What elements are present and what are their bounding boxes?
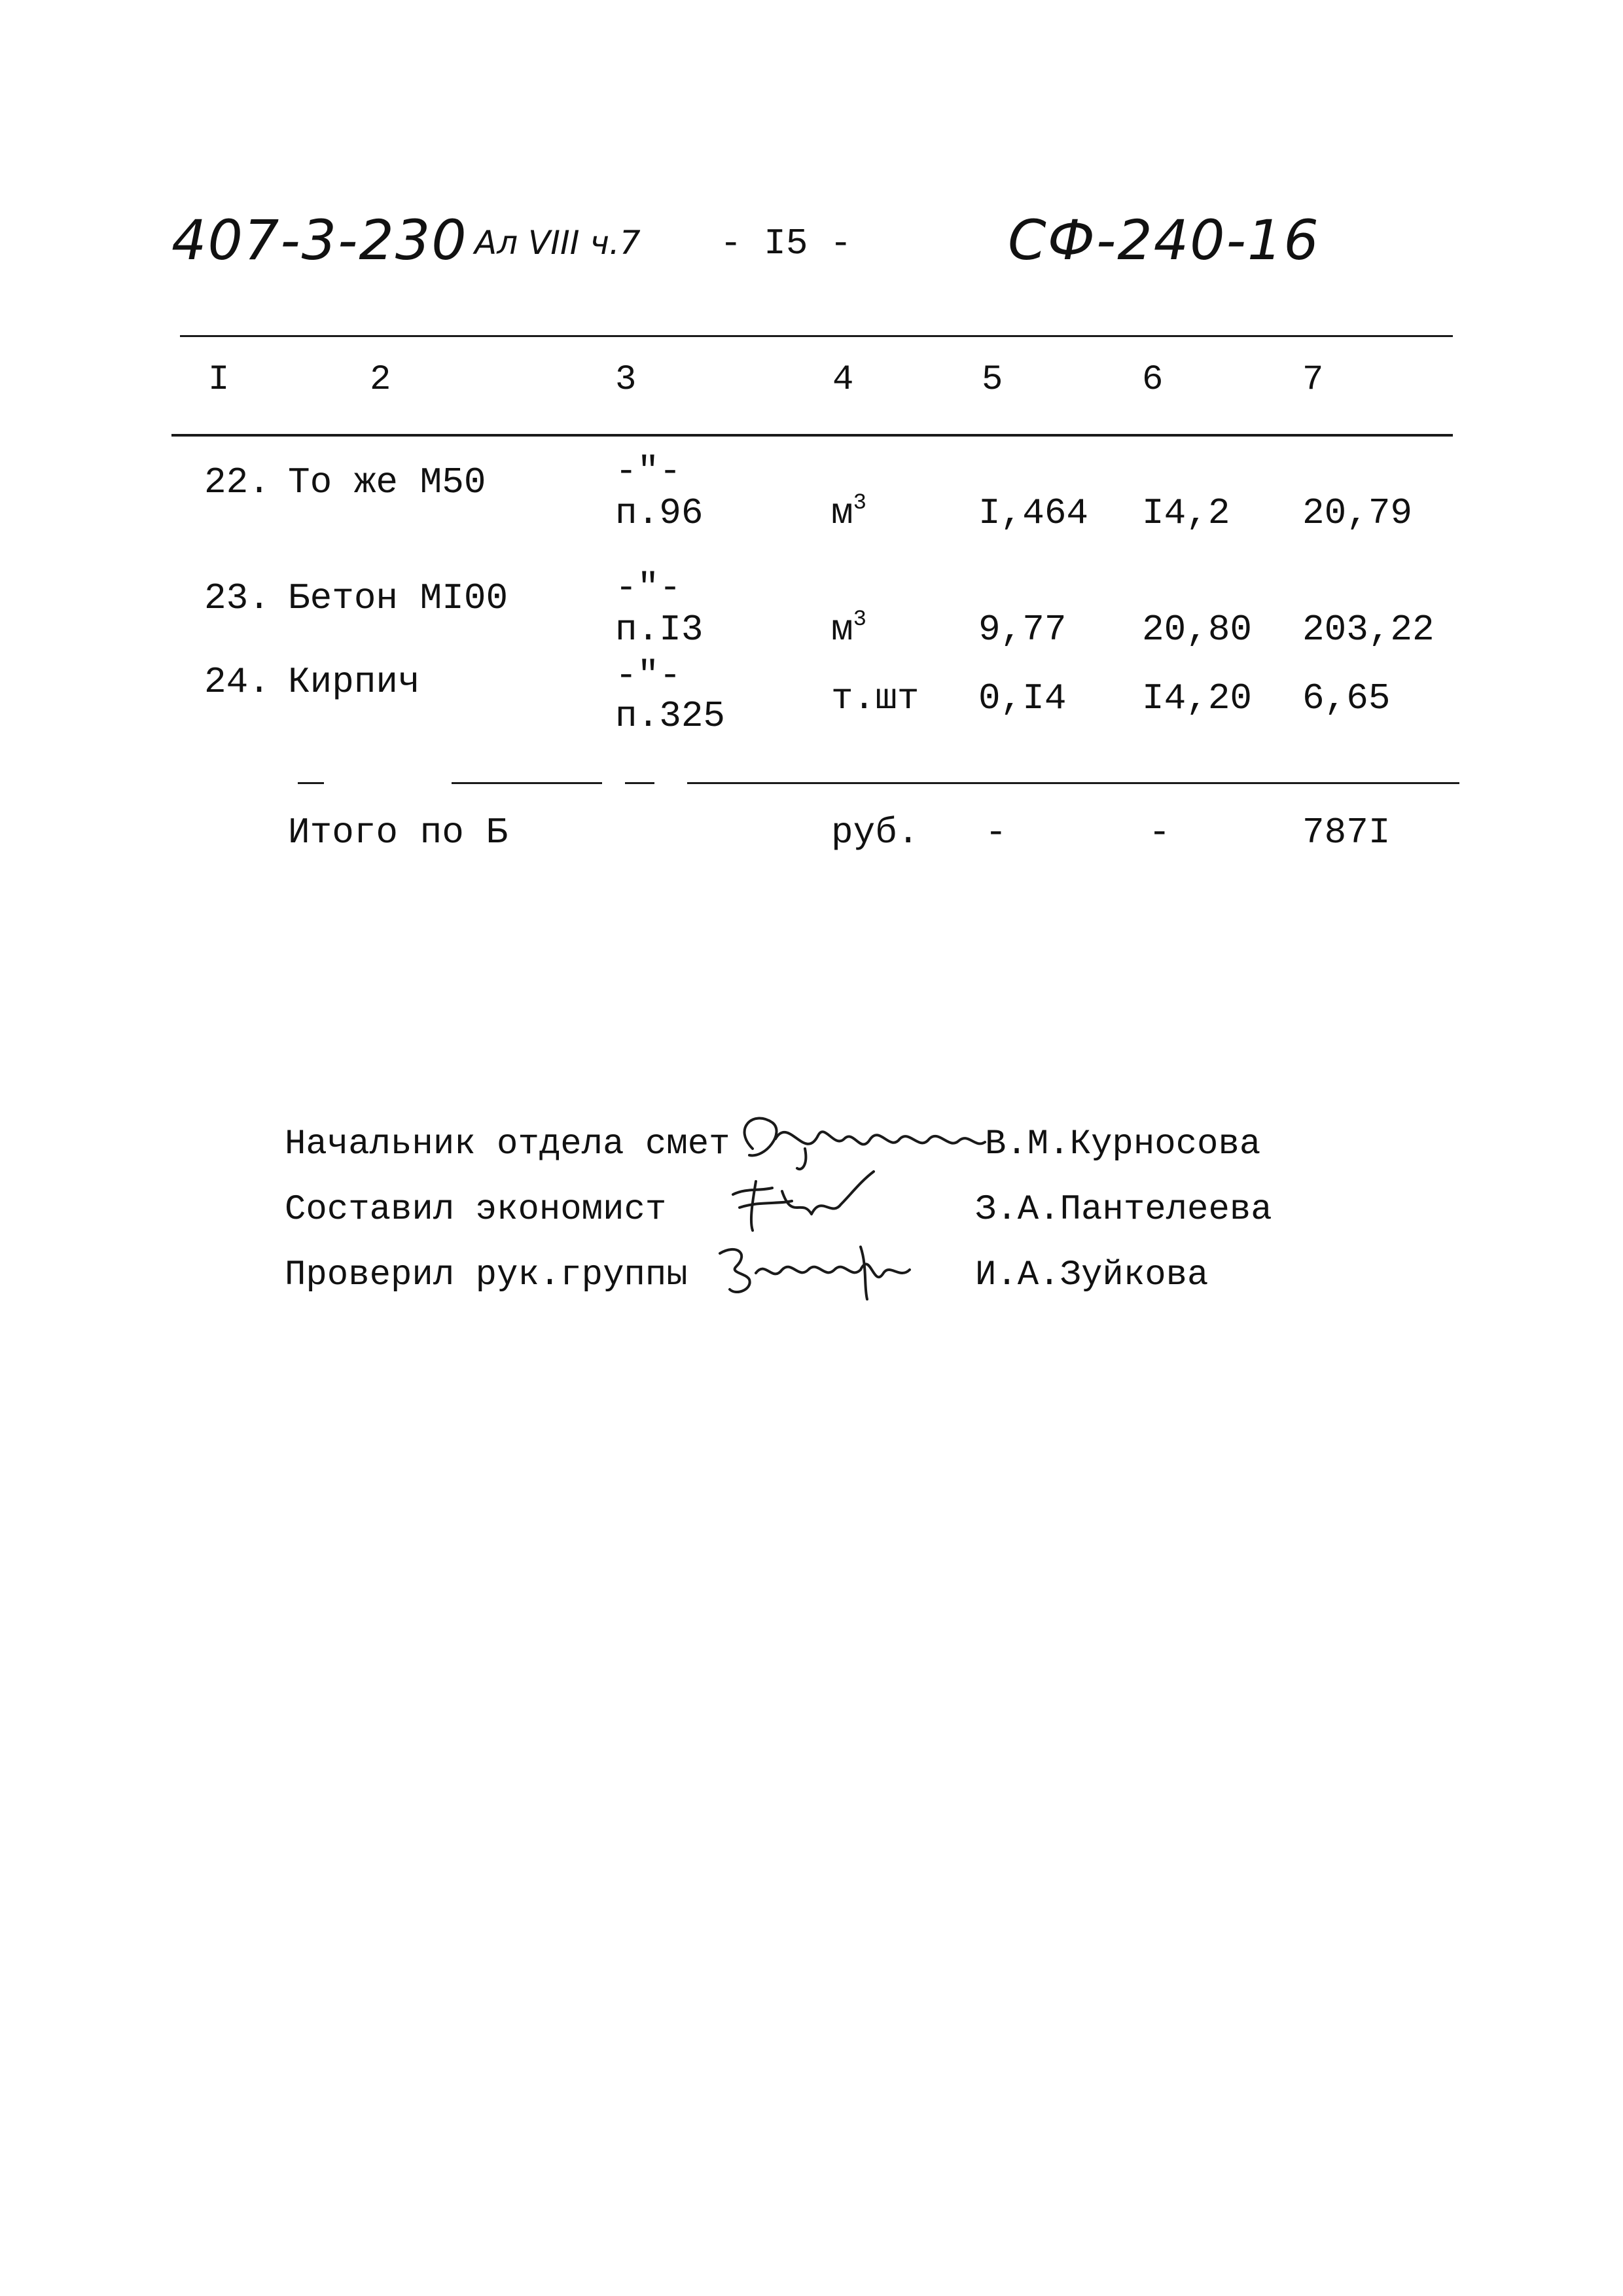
row-ref-ditto: -"- [615,450,681,492]
row-quantity: 0,I4 [978,677,1067,719]
signature-role: Начальник отдела смет [285,1124,730,1164]
total-separator-rule [687,782,1459,784]
row-unit [831,492,866,534]
total-label: Итого по Б [288,812,508,853]
total-separator-dash [452,782,602,784]
row-unit [831,609,866,651]
row-number: 23. [204,577,270,619]
column-number-7: 7 [1302,360,1324,400]
total-unit: руб. [831,812,919,853]
unit-text: м [831,492,853,534]
header-rule [171,434,1453,437]
column-number-6: 6 [1142,360,1164,400]
signature-scribble [720,1168,883,1240]
album-reference: Ал VIII ч.7 [474,224,641,262]
row-name: Бетон МI00 [288,577,508,619]
column-number-5: 5 [982,360,1003,400]
sheet-code: СФ-240-16 [1008,208,1320,272]
signature-name: И.А.Зуйкова [975,1255,1209,1295]
row-name: Кирпич [288,661,420,703]
total-price: - [1149,812,1171,853]
row-ref: п.325 [615,695,726,737]
row-price: I4,2 [1142,492,1230,534]
unit-text: т.шт [831,677,919,719]
unit-superscript: 3 [853,491,867,516]
total-quantity: - [985,812,1007,853]
table-top-rule [180,335,1453,337]
row-number: 24. [204,661,270,703]
row-ref: п.I3 [615,609,704,651]
row-number: 22. [204,461,270,503]
unit-text: м [831,609,853,651]
signature-role: Проверил рук.группы [285,1255,688,1295]
row-total: 203,22 [1302,609,1435,651]
row-price: I4,20 [1142,677,1253,719]
row-unit [831,677,919,719]
column-number-1: I [208,360,230,400]
signature-role: Составил экономист [285,1190,667,1230]
signature-scribble [726,1103,988,1175]
row-name: То же М50 [288,461,486,503]
row-total: 20,79 [1302,492,1413,534]
row-total: 6,65 [1302,677,1391,719]
row-quantity: 9,77 [978,609,1067,651]
row-ref-ditto: -"- [615,655,681,696]
row-ref: п.96 [615,492,704,534]
total-value: 787I [1302,812,1391,853]
document-code: 407-3-230 [171,208,468,272]
column-number-4: 4 [832,360,854,400]
page-number: - I5 - [720,223,852,264]
row-ref-ditto: -"- [615,567,681,609]
column-number-3: 3 [615,360,637,400]
signature-name: В.М.Курносова [985,1124,1261,1164]
row-price: 20,80 [1142,609,1253,651]
unit-superscript: 3 [853,607,867,632]
row-quantity: I,464 [978,492,1089,534]
signature-name: З.А.Пантелеева [975,1190,1272,1230]
total-separator-dash [625,782,654,784]
total-separator-dash [298,782,324,784]
signature-scribble [710,1234,919,1306]
column-number-2: 2 [370,360,391,400]
